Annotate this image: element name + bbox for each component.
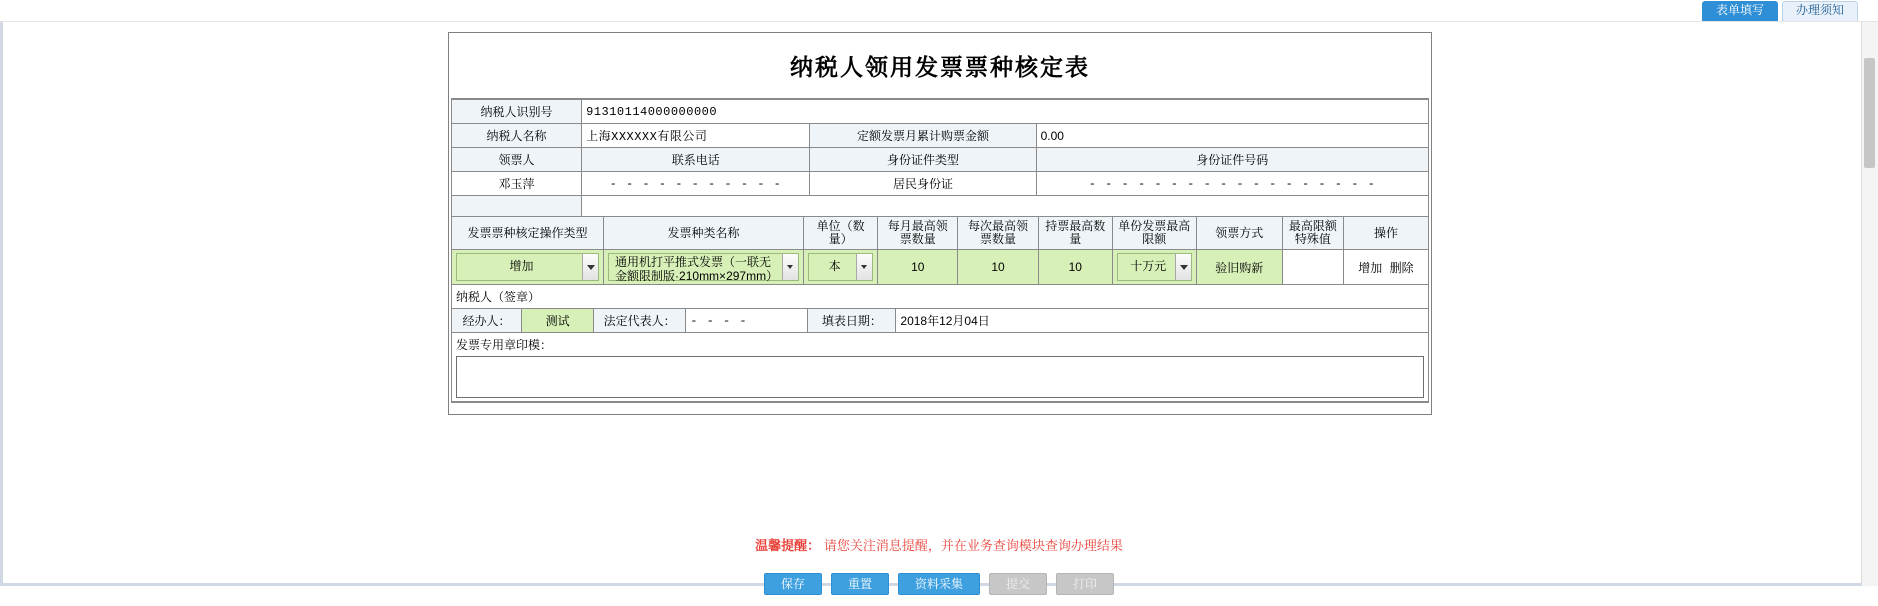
phone-label: 联系电话 [582, 148, 810, 172]
table-row [452, 100, 1429, 124]
invoice-kind-table [451, 216, 1429, 285]
col-header-operation-type: 发票票种核定操作类型 [452, 217, 604, 250]
receiver-value: 邓玉萍 [452, 172, 582, 196]
col-header-monthly-max: 每月最高领票数量 [878, 217, 958, 250]
page-scrollbar[interactable] [1861, 22, 1878, 586]
tab-list [1702, 1, 1858, 21]
taxpayer-info-table [451, 99, 1429, 217]
chevron-down-icon[interactable] [856, 254, 872, 280]
id-type-value: 居民身份证 [810, 172, 1036, 196]
single-limit-select[interactable] [1117, 253, 1192, 281]
quota-amount-label: 定额发票月累计购票金额 [810, 124, 1036, 148]
col-header-operation: 操作 [1343, 217, 1428, 250]
tab-form-fill[interactable]: 表单填写 [1702, 1, 1778, 21]
form-footer-rule [451, 402, 1429, 412]
unit-select[interactable] [808, 253, 873, 281]
legal-rep-value: - - - - [686, 309, 808, 333]
cell-operation-type [452, 250, 604, 285]
table-row [452, 309, 1429, 333]
table-row [452, 124, 1429, 148]
reset-button[interactable]: 重置 [831, 573, 889, 595]
collect-data-button[interactable]: 资料采集 [898, 573, 980, 595]
col-header-hold-max: 持票最高数量 [1038, 217, 1112, 250]
handler-label: 经办人： [452, 309, 522, 333]
table-row [452, 333, 1429, 402]
unit-value: 本 [828, 259, 841, 273]
cell-per-time-max[interactable]: 10 [958, 250, 1038, 285]
operation-type-value: 增加 [509, 259, 534, 273]
operation-type-select[interactable] [456, 253, 599, 281]
stamp-label: 发票专用章印模： [456, 338, 553, 352]
single-limit-value: 十万元 [1130, 259, 1167, 273]
save-button[interactable]: 保存 [764, 573, 822, 595]
invoice-approval-form [448, 32, 1432, 415]
quota-amount-value: 0.00 [1036, 124, 1428, 148]
phone-value: - - - - - - - - - - - [582, 172, 810, 196]
cell-operation [1343, 250, 1428, 285]
table-row-spacer [452, 196, 1429, 217]
spacer-cell-left [452, 196, 582, 217]
id-number-value: - - - - - - - - - - - - - - - - - - [1036, 172, 1428, 196]
warm-reminder [0, 535, 1878, 554]
delete-row-button[interactable]: 删除 [1389, 260, 1414, 275]
taxpayer-name-label: 纳税人名称 [452, 124, 582, 148]
col-header-receive-way: 领票方式 [1196, 217, 1282, 250]
handler-value[interactable]: 测试 [522, 309, 594, 333]
col-header-special-limit: 最高限额特殊值 [1282, 217, 1343, 250]
scrollbar-thumb[interactable] [1864, 58, 1875, 168]
spacer-cell-right [582, 196, 1429, 217]
fill-date-value: 2018年12月04日 [896, 309, 1429, 333]
table-row [452, 172, 1429, 196]
stamp-area [456, 356, 1424, 398]
cell-invoice-kind [604, 250, 804, 285]
cell-monthly-max[interactable]: 10 [878, 250, 958, 285]
tab-handling-notice[interactable]: 办理须知 [1782, 1, 1858, 21]
fill-date-label: 填表日期： [808, 309, 896, 333]
taxpayer-id-value: 91310114000000000 [582, 100, 1429, 124]
add-row-button[interactable]: 增加 [1358, 260, 1383, 275]
col-header-invoice-kind: 发票种类名称 [604, 217, 804, 250]
cell-special-limit[interactable] [1282, 250, 1343, 285]
invoice-kind-select[interactable] [608, 253, 799, 281]
action-button-bar [0, 573, 1878, 595]
receiver-label: 领票人 [452, 148, 582, 172]
taxpayer-id-label: 纳税人识别号 [452, 100, 582, 124]
table-row [452, 285, 1429, 309]
cell-unit [803, 250, 877, 285]
chevron-down-icon[interactable] [582, 254, 598, 280]
signature-table [451, 284, 1429, 402]
taxpayer-signature-label: 纳税人（签章） [452, 285, 1429, 309]
table-row [452, 250, 1429, 285]
top-tab-strip [0, 0, 1878, 22]
stamp-cell [452, 333, 1429, 402]
cell-receive-way[interactable]: 验旧购新 [1196, 250, 1282, 285]
chevron-down-icon[interactable] [1175, 254, 1191, 280]
table-row [452, 148, 1429, 172]
table-header-row [452, 217, 1429, 250]
invoice-kind-value: 通用机打平推式发票（一联无金额限制版·210mm×297mm） [615, 255, 779, 283]
left-rule [0, 22, 3, 586]
cell-hold-max[interactable]: 10 [1038, 250, 1112, 285]
col-header-unit: 单位（数量） [803, 217, 877, 250]
page-body [0, 21, 1878, 591]
col-header-per-time-max: 每次最高领票数量 [958, 217, 1038, 250]
legal-rep-label: 法定代表人： [594, 309, 686, 333]
chevron-down-icon[interactable] [782, 254, 798, 280]
warm-reminder-text: 请您关注消息提醒，并在业务查询模块查询办理结果 [823, 538, 1123, 553]
page-title: 纳税人领用发票票种核定表 [451, 35, 1429, 99]
col-header-single-limit: 单份发票最高限额 [1112, 217, 1196, 250]
print-button[interactable]: 打印 [1056, 573, 1114, 595]
warm-reminder-prefix: 温馨提醒： [755, 538, 821, 553]
id-number-label: 身份证件号码 [1036, 148, 1428, 172]
taxpayer-name-value: 上海XXXXXX有限公司 [582, 124, 810, 148]
id-type-label: 身份证件类型 [810, 148, 1036, 172]
submit-button[interactable]: 提交 [989, 573, 1047, 595]
cell-single-limit [1112, 250, 1196, 285]
